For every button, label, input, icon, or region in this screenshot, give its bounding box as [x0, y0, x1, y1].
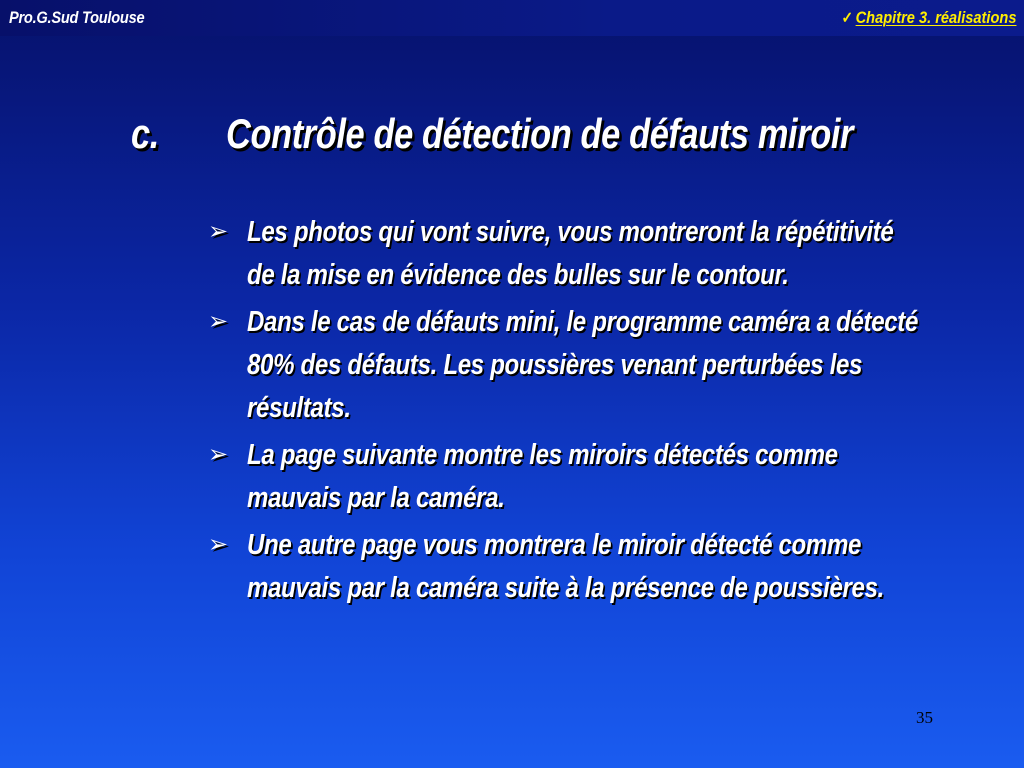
bullet-text: Les photos qui vont suivre, vous montreront la répétitivité de la mise en évidence des bulles sur le contour. — [247, 216, 894, 291]
bullet-text: Dans le cas de défauts mini, le programme caméra a détecté 80% des défauts. Les poussières venant perturbées les résultats. — [247, 306, 919, 424]
chapter-nav[interactable] — [841, 8, 1016, 28]
arrow-bullet-icon: ➢ — [208, 441, 229, 468]
bullet-text: La page suivante montre les miroirs détectés comme mauvais par la caméra. — [247, 439, 838, 514]
bullet-item — [206, 524, 946, 610]
checkmark-icon: ✓ — [841, 10, 853, 27]
bullet-text: Une autre page vous montrera le miroir détecté comme mauvais par la caméra suite à la présence de poussières. — [247, 529, 884, 604]
arrow-bullet-icon: ➢ — [208, 531, 229, 558]
arrow-bullet-icon: ➢ — [208, 308, 229, 335]
bullet-list — [206, 211, 946, 614]
bullet-item — [206, 211, 946, 297]
chapter-link[interactable]: Chapitre 3. réalisations — [855, 8, 1016, 27]
title-section-letter: c. — [131, 110, 159, 157]
slide-title — [0, 106, 1024, 166]
header-bar — [0, 0, 1024, 36]
page-number: 35 — [916, 708, 933, 727]
bullet-item — [206, 301, 946, 430]
title-text: Contrôle de détection de défauts miroir — [226, 110, 853, 157]
bullet-item — [206, 434, 946, 520]
arrow-bullet-icon: ➢ — [208, 218, 229, 245]
presenter-label: Pro.G.Sud Toulouse — [9, 8, 145, 27]
